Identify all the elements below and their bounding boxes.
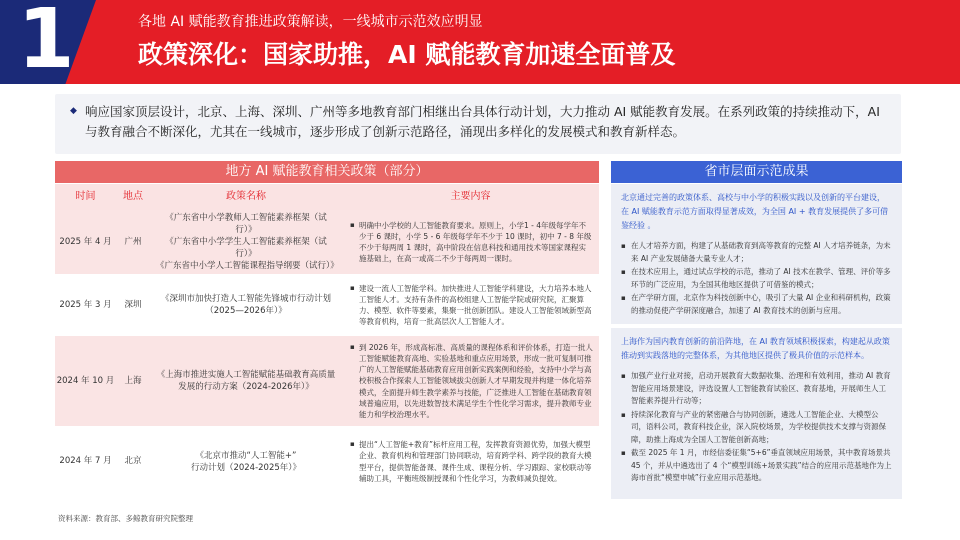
list-item bbox=[621, 409, 892, 447]
row-policy-name: 《广东省中小学教师人工智能素养框架（试行）》 《广东省中小学学生人工智能素养框架（试行）》 《广东省中小学人工智能课程指导纲要（试行）》 bbox=[156, 213, 339, 271]
list-item bbox=[621, 266, 892, 291]
table-row bbox=[55, 274, 599, 336]
shanghai-results-box bbox=[611, 328, 902, 499]
row-content-text: 到 2026 年，形成高标准、高质量的课程体系和评价体系，打造一批人工智能赋能教育高地、实验基地和重点应用场景，形成一批可复制可推广的人工智能赋能基础教育应用创新实践案例和经验，支持中小学与高校积极合作探索人工智能领域拔尖创新人才早期发现并构建一体化培养模式，全面提升师生教学素养与技能，广泛推进人工智能在基础教育领域普遍应用，以先进数智技术满足学生个性化学习需求，提升教师专业能力和学校治理水平。 bbox=[359, 342, 593, 419]
policy-table bbox=[55, 184, 599, 497]
row-time: 2025 年 3 月 bbox=[59, 299, 112, 310]
intro-text: 响应国家顶层设计，北京、上海、深圳、广州等多地教育部门相继出台具体行动计划，大力推动 AI 赋能教育发展。在系列政策的持续推动下，AI 与教育融合不断深化，尤其在一线城市，逐步形成了创新示范路径，涌现出多样化的发展模式和教育新样态。 bbox=[85, 104, 880, 139]
row-content-text: 建设一流人工智能学科。加快推进人工智能学科建设，大力培养本地人工智能人才。支持有条件的高校组建人工智能学院或研究院，汇聚算力、模型、软件等要素，集聚一批创新团队。建设人工智能领域新型高等教育机构，培育一批高层次人工智能人才。 bbox=[359, 283, 592, 327]
list-item bbox=[621, 292, 892, 317]
row-time: 2024 年 7 月 bbox=[59, 456, 112, 466]
table-row bbox=[55, 336, 599, 426]
square-bullet-icon: ▪ bbox=[350, 283, 355, 292]
row-place: 上海 bbox=[124, 375, 142, 386]
row-time: 2025 年 4 月 bbox=[59, 236, 112, 247]
square-bullet-icon: ▪ bbox=[621, 449, 626, 457]
row-content bbox=[342, 342, 599, 420]
list-item-text: 在技术应用上，通过试点学校的示范，推动了 AI 技术在教学、管理、评价等多环节的广泛应用，为全国其他地区提供了可借鉴的模式； bbox=[631, 267, 891, 289]
row-policy-name: 《北京市推动“人工智能+” 行动计划（2024-2025年）》 bbox=[190, 450, 302, 473]
section-number: 1 bbox=[17, 0, 75, 84]
row-policy-name: 《上海市推进实施人工智能赋能基础教育高质量发展的行动方案（2024-2026年）》 bbox=[156, 370, 336, 392]
row-content bbox=[342, 283, 599, 328]
header-banner bbox=[0, 0, 960, 84]
square-bullet-icon: ▪ bbox=[621, 372, 626, 380]
list-item-text: 加强产业行业对接，启动开展教育大数据收集、治理和有效利用，推动 AI 教育智能应用场景建设，评选设置人工智能教育试验区、教育基地，开展师生人工智能素养提升行动等； bbox=[631, 371, 891, 405]
list-item-text: 在产学研方面，北京作为科技创新中心，吸引了大量 AI 企业和科研机构，政策的推动促使产学研深度融合，加速了 AI 教育技术的创新与应用。 bbox=[631, 293, 891, 315]
table-row bbox=[55, 426, 599, 497]
row-place: 广州 bbox=[124, 236, 142, 247]
page-title: 政策深化：国家助推，AI 赋能教育加速全面普及 bbox=[138, 40, 676, 69]
square-bullet-icon: ▪ bbox=[350, 440, 355, 449]
square-bullet-icon: ▪ bbox=[621, 294, 626, 302]
square-bullet-icon: ▪ bbox=[350, 342, 355, 351]
table-header-row bbox=[55, 184, 599, 210]
list-item bbox=[621, 370, 892, 408]
list-item-text: 截至 2025 年 1 月，市经信委征集“5+6”垂直领域应用场景，其中教育场景共 45 个，并从中遴选出了 4 个“模型训练+场景实践”结合的应用示范基地作为上海市首批“模塑申城”行业应用示范基地。 bbox=[631, 448, 892, 482]
row-place: 深圳 bbox=[124, 299, 142, 310]
row-content bbox=[342, 220, 599, 265]
policy-table-title: 地方 AI 赋能教育相关政策（部分） bbox=[55, 161, 599, 183]
column-header-time: 时间 bbox=[75, 191, 96, 202]
list-item-text: 在人才培养方面，构建了从基础教育到高等教育的完整 AI 人才培养链条，为未来 AI 产业发展储备大量专业人才； bbox=[631, 241, 891, 263]
column-header-content: 主要内容 bbox=[450, 191, 491, 202]
results-panel-title: 省市层面示范成果 bbox=[611, 161, 902, 183]
row-time: 2024 年 10 月 bbox=[56, 375, 115, 386]
list-item-text: 持续深化教育与产业的紧密融合与协同创新，遴选人工智能企业、大模型公司，语料公司，教育科技企业，深入院校场景，为学校提供技术支撑与资源保障，助推上海成为全国人工智能创新高地； bbox=[631, 409, 886, 444]
beijing-results-box bbox=[611, 184, 902, 324]
list-item bbox=[621, 240, 892, 265]
row-place: 北京 bbox=[124, 456, 142, 466]
row-policy-name: 《深圳市加快打造人工智能先锋城市行动计划 （2025—2026年）》 bbox=[160, 294, 331, 316]
square-bullet-icon: ▪ bbox=[621, 410, 626, 419]
table-row bbox=[55, 210, 599, 274]
row-content-text: 明确中小学校的人工智能教育要求。原则上，小学1 - 4年级每学年不少于 6 课时，小学 5 - 6 年级每学年不少于 10 课时，初中 7 - 8 年级不少于每两周 1 课时，高中阶段在信息科技和通用技术等国家课程实施基础上，在高一或高二不少于每两周一课时。 bbox=[359, 220, 592, 264]
row-content bbox=[342, 439, 599, 484]
column-header-policy-name: 政策名称 bbox=[226, 191, 266, 202]
row-content-text: 提出“人工智能+教育”标杆应用工程，发挥教育资源优势，加强大模型企业、教育机构和管理部门协同联动，培育跨学科、跨学段的教育大模型平台，提供智能备课、课件生成、课程分析、学习跟踪、家校联动等辅助工具，平衡班级制授课和个性化学习，为教师减负提效。 bbox=[359, 440, 592, 483]
shanghai-lead-text: 上海作为国内教育创新的前沿阵地，在 AI 教育领域积极探索，构建起从政策推动到实践落地的完整体系，为其他地区提供了极具价值的示范样本。 bbox=[621, 337, 890, 360]
beijing-lead-text: 北京通过完善的政策体系、高校与中小学的积极实践以及创新的平台建设，在 AI 赋能教育示范方面取得显著成效，为全国 AI + 教育发展提供了多可借鉴经验 。 bbox=[621, 193, 889, 230]
square-bullet-icon: ▪ bbox=[350, 220, 355, 229]
square-bullet-icon: ▪ bbox=[621, 242, 626, 250]
intro-box bbox=[55, 94, 901, 154]
source-note: 资料来源：教育部、多鲸教育研究院整理 bbox=[58, 514, 193, 523]
diamond-bullet-icon: ◆ bbox=[70, 106, 77, 116]
page-subtitle: 各地 AI 赋能教育推进政策解读，一线城市示范效应明显 bbox=[138, 14, 483, 30]
list-item bbox=[621, 447, 892, 485]
column-header-place: 地点 bbox=[123, 191, 143, 202]
square-bullet-icon: ▪ bbox=[621, 268, 626, 276]
